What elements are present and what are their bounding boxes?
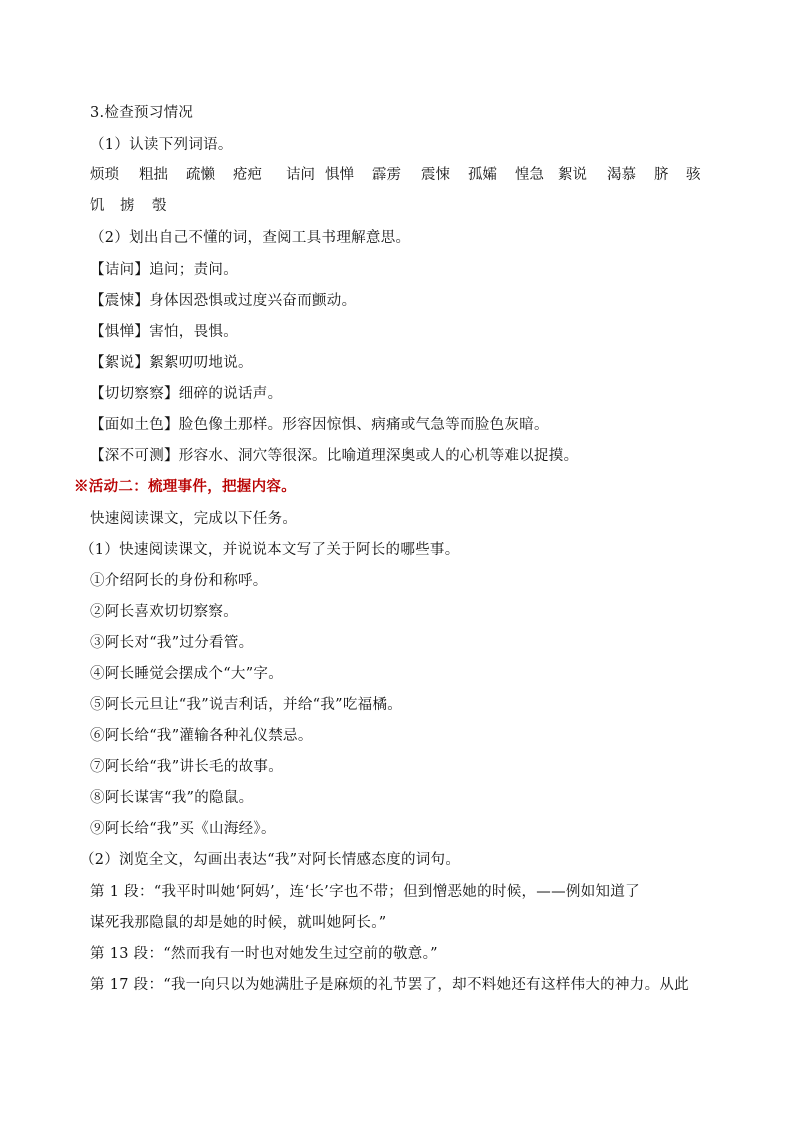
quote-line: 第 1 段：“我平时叫她‘阿妈’，连‘长’字也不带；但到憎恶她的时候，——例如知道了 bbox=[90, 884, 640, 900]
vocab-word: 彀 bbox=[152, 198, 167, 214]
task2-title: （2）浏览全文，勾画出表达“我”对阿长情感态度的词句。 bbox=[80, 852, 461, 868]
activity2-intro: 快速阅读课文，完成以下任务。 bbox=[90, 511, 298, 527]
quote-line: 第 17 段：“我一向只以为她满肚子是麻烦的礼节罢了，却不料她还有这样伟大的神力。从此 bbox=[90, 977, 689, 993]
event-item: ①介绍阿长的身份和称呼。 bbox=[90, 573, 268, 589]
definition: 【深不可测】形容水、洞穴等很深。比喻道理深奥或人的心机等难以捉摸。 bbox=[90, 448, 579, 464]
item2-title: （2）划出自己不懂的词，查阅工具书理解意思。 bbox=[90, 230, 411, 246]
quote-line: 第 13 段：“然而我有一时也对她发生过空前的敬意。” bbox=[90, 946, 438, 962]
definition: 【面如土色】脸色像土那样。形容因惊惧、病痛或气急等而脸色灰暗。 bbox=[90, 417, 549, 433]
vocab-word: 渴慕 bbox=[607, 167, 636, 183]
item1-title: （1）认读下列词语。 bbox=[90, 137, 233, 153]
section-title: 3.检查预习情况 bbox=[90, 105, 194, 121]
event-item: ③阿长对“我”过分看管。 bbox=[90, 635, 254, 651]
vocab-word: 霹雳 bbox=[372, 167, 401, 183]
definition: 【诘问】追问；责问。 bbox=[90, 262, 238, 278]
definition: 【切切察察】细碎的说话声。 bbox=[90, 386, 283, 402]
definition: 【惧惮】害怕，畏惧。 bbox=[90, 324, 238, 340]
vocab-word: 骇 bbox=[686, 167, 701, 183]
definition: 【震悚】身体因恐惧或过度兴奋而颤动。 bbox=[90, 293, 357, 309]
definition: 【絮说】絮絮叨叨地说。 bbox=[90, 355, 253, 371]
vocab-word: 震悚 bbox=[421, 167, 450, 183]
vocab-word: 疮疤 bbox=[233, 167, 262, 183]
vocab-word: 粗拙 bbox=[139, 167, 168, 183]
vocab-word: 惧惮 bbox=[325, 167, 354, 183]
event-item: ⑦阿长给“我”讲长毛的故事。 bbox=[90, 759, 284, 775]
event-item: ⑨阿长给“我”买《山海经》。 bbox=[90, 821, 276, 837]
vocab-word: 饥 bbox=[90, 198, 105, 214]
vocab-word: 诘问 bbox=[286, 167, 315, 183]
vocab-word: 脐 bbox=[654, 167, 669, 183]
event-item: ④阿长睡觉会摆成个“大”字。 bbox=[90, 666, 284, 682]
vocab-word: 惶急 bbox=[515, 167, 544, 183]
event-item: ⑤阿长元旦让“我”说吉利话，并给“我”吃福橘。 bbox=[90, 697, 403, 713]
vocab-word: 孤孀 bbox=[468, 167, 497, 183]
vocab-word: 掳 bbox=[120, 198, 135, 214]
task1-title: （1）快速阅读课文，并说说本文写了关于阿长的哪些事。 bbox=[80, 542, 460, 558]
event-item: ⑥阿长给“我”灌输各种礼仪禁忌。 bbox=[90, 728, 313, 744]
quote-line: 谋死我那隐鼠的却是她的时候，就叫她阿长。” bbox=[90, 915, 387, 931]
event-item: ⑧阿长谋害“我”的隐鼠。 bbox=[90, 790, 254, 806]
vocab-word: 烦琐 bbox=[90, 167, 119, 183]
event-item: ②阿长喜欢切切察察。 bbox=[90, 604, 238, 620]
vocab-word: 疏懒 bbox=[186, 167, 215, 183]
vocab-word: 絮说 bbox=[558, 167, 587, 183]
activity2-title: ※活动二：梳理事件，把握内容。 bbox=[74, 478, 296, 495]
